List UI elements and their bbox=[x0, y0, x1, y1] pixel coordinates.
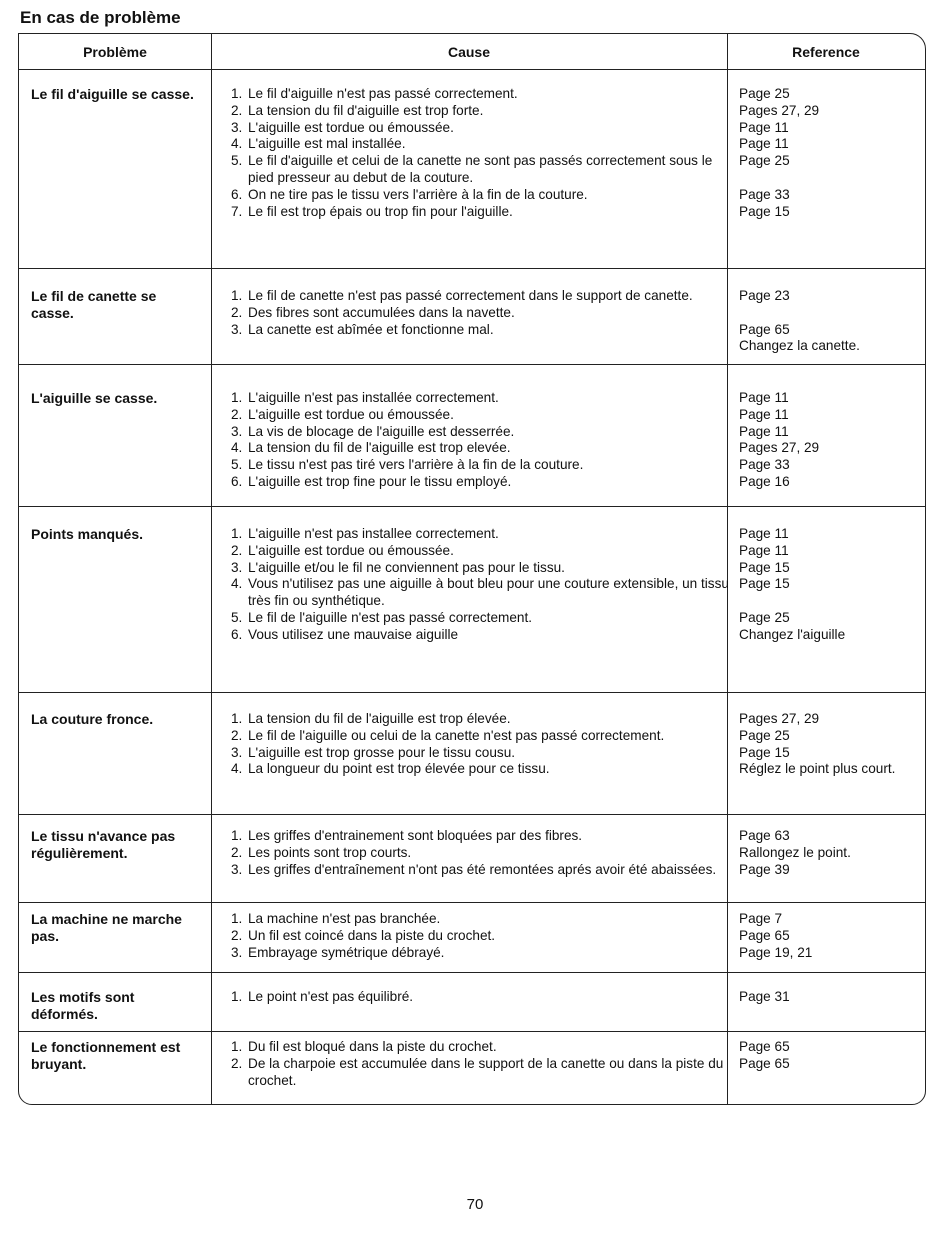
cause-item bbox=[231, 728, 731, 745]
row-divider bbox=[19, 814, 925, 815]
cause-text: L'aiguille est mal installée. bbox=[248, 136, 406, 152]
cause-item bbox=[231, 390, 731, 407]
cause-list bbox=[231, 390, 731, 491]
cause-number: 6. bbox=[231, 626, 243, 642]
row-divider bbox=[19, 506, 925, 507]
cause-item bbox=[231, 761, 731, 778]
cause-text: La longueur du point est trop élevée pour ce tissu. bbox=[248, 761, 550, 777]
cause-number: 1. bbox=[231, 390, 243, 405]
cause-text: La canette est abîmée et fonctionne mal. bbox=[248, 321, 494, 337]
cause-text: L'aiguille n'est pas installée correctement. bbox=[248, 390, 499, 405]
problem-label: Le fonctionnement est bruyant. bbox=[31, 1039, 181, 1072]
cause-item bbox=[231, 103, 731, 120]
reference-item: Page 25 bbox=[739, 86, 790, 101]
cause-item bbox=[231, 989, 731, 1006]
cause-text: Les points sont trop courts. bbox=[248, 844, 412, 860]
header-probleme: Problème bbox=[19, 34, 211, 70]
reference-item: Page 15 bbox=[739, 576, 790, 592]
cause-number: 3. bbox=[231, 559, 243, 575]
reference-list bbox=[739, 288, 924, 355]
cause-list bbox=[231, 911, 731, 961]
cause-number: 1. bbox=[231, 526, 243, 541]
problem-label: Le fil de canette se casse. bbox=[31, 288, 157, 321]
reference-item: Page 65 bbox=[739, 927, 790, 943]
reference-list bbox=[739, 86, 924, 220]
cause-text: Embrayage symétrique débrayé. bbox=[248, 944, 445, 960]
reference-item bbox=[739, 305, 924, 322]
cause-number: 5. bbox=[231, 609, 243, 625]
cause-item bbox=[231, 474, 731, 491]
cause-text: On ne tire pas le tissu vers l'arrière à la fin de la couture. bbox=[248, 186, 588, 202]
reference-item: Changez l'aiguille bbox=[739, 626, 846, 642]
cause-number: 2. bbox=[231, 927, 243, 943]
reference-item: Page 31 bbox=[739, 989, 790, 1004]
cause-number: 2. bbox=[231, 406, 243, 422]
cause-item bbox=[231, 745, 731, 762]
reference-item: Page 33 bbox=[739, 457, 790, 473]
reference-item: Page 16 bbox=[739, 473, 790, 489]
cause-number: 3. bbox=[231, 861, 243, 877]
cause-number: 3. bbox=[231, 321, 243, 337]
cause-text: Des fibres sont accumulées dans la navette. bbox=[248, 304, 515, 320]
cause-text: L'aiguille et/ou le fil ne conviennent pas pour le tissu. bbox=[248, 559, 565, 575]
cause-number: 1. bbox=[231, 989, 243, 1004]
cause-text: Le fil de l'aiguille ou celui de la canette n'est pas passé correctement. bbox=[248, 727, 665, 743]
cause-text: La tension du fil d'aiguille est trop forte. bbox=[248, 102, 484, 118]
cause-number: 2. bbox=[231, 304, 243, 320]
cause-number: 1. bbox=[231, 828, 243, 843]
reference-item: Page 39 bbox=[739, 861, 790, 877]
cause-item bbox=[231, 560, 731, 577]
reference-item: Page 65 bbox=[739, 1039, 790, 1054]
reference-item: Page 11 bbox=[739, 136, 789, 152]
cause-item bbox=[231, 288, 731, 305]
reference-item: Page 11 bbox=[739, 542, 789, 558]
reference-item: Page 15 bbox=[739, 559, 790, 575]
cause-number: 6. bbox=[231, 473, 243, 489]
cause-list bbox=[231, 1039, 731, 1089]
reference-list bbox=[739, 989, 924, 1006]
cause-number: 1. bbox=[231, 288, 243, 303]
cause-number: 4. bbox=[231, 440, 243, 456]
cause-item bbox=[231, 911, 731, 928]
cause-list bbox=[231, 711, 731, 778]
cause-list bbox=[231, 288, 731, 338]
cause-item bbox=[231, 845, 731, 862]
reference-item: Page 11 bbox=[739, 390, 789, 405]
problem-label: Le tissu n'avance pas régulièrement. bbox=[31, 828, 176, 861]
cause-item bbox=[231, 322, 731, 339]
cause-text: L'aiguille est trop fine pour le tissu employé. bbox=[248, 473, 512, 489]
cause-text: Vous n'utilisez pas une aiguille à bout bleu pour une couture extensible, un tissu très fin ou synthétique. bbox=[248, 576, 729, 609]
cause-text: L'aiguille est tordue ou émoussée. bbox=[248, 119, 454, 135]
cause-text: Le fil de l'aiguille n'est pas passé correctement. bbox=[248, 609, 533, 625]
cause-text: La vis de blocage de l'aiguille est desserrée. bbox=[248, 423, 515, 439]
cause-text: Le fil est trop épais ou trop fin pour l'aiguille. bbox=[248, 203, 513, 219]
cause-item bbox=[231, 440, 731, 457]
reference-item: Pages 27, 29 bbox=[739, 711, 820, 726]
cause-number: 1. bbox=[231, 711, 243, 726]
cause-number: 2. bbox=[231, 102, 243, 118]
cause-text: Le point n'est pas équilibré. bbox=[248, 989, 414, 1004]
cause-number: 4. bbox=[231, 136, 243, 152]
reference-item: Page 11 bbox=[739, 406, 789, 422]
cause-text: L'aiguille n'est pas installee correctement. bbox=[248, 526, 499, 541]
cause-text: Le fil d'aiguille et celui de la canette ne sont pas passés correctement sous le pied presseur au debut de la couture. bbox=[248, 153, 713, 185]
reference-item: Page 63 bbox=[739, 828, 790, 843]
cause-list bbox=[231, 86, 731, 220]
page-title: En cas de problème bbox=[20, 8, 181, 27]
column-divider bbox=[211, 34, 212, 1104]
troubleshooting-table bbox=[18, 33, 926, 1105]
cause-text: De la charpoie est accumulée dans le support de la canette ou dans la piste du crochet. bbox=[248, 1055, 724, 1088]
cause-number: 3. bbox=[231, 119, 243, 135]
cause-item bbox=[231, 153, 731, 187]
cause-text: La tension du fil de l'aiguille est trop élevée. bbox=[248, 711, 511, 726]
cause-item bbox=[231, 1056, 731, 1090]
cause-text: L'aiguille est trop grosse pour le tissu cousu. bbox=[248, 744, 516, 760]
cause-list bbox=[231, 989, 731, 1006]
reference-item: Page 33 bbox=[739, 186, 790, 202]
reference-item: Page 65 bbox=[739, 1055, 790, 1071]
cause-item bbox=[231, 120, 731, 137]
reference-item: Réglez le point plus court. bbox=[739, 761, 896, 777]
cause-item bbox=[231, 543, 731, 560]
cause-number: 1. bbox=[231, 1039, 243, 1054]
cause-item bbox=[231, 86, 731, 103]
cause-number: 4. bbox=[231, 761, 243, 777]
problem-label: L'aiguille se casse. bbox=[31, 390, 158, 406]
cause-text: Le tissu n'est pas tiré vers l'arrière à la fin de la couture. bbox=[248, 457, 584, 473]
cause-text: Vous utilisez une mauvaise aiguille bbox=[248, 626, 459, 642]
reference-item: Page 15 bbox=[739, 744, 790, 760]
problem-label: Les motifs sont déformés. bbox=[31, 989, 135, 1022]
problem-label: La machine ne marche pas. bbox=[31, 911, 182, 944]
page-number: 70 bbox=[466, 1196, 484, 1213]
row-divider bbox=[19, 364, 925, 365]
reference-list bbox=[739, 911, 924, 961]
reference-item: Page 19, 21 bbox=[739, 944, 813, 960]
reference-item bbox=[739, 593, 924, 610]
cause-item bbox=[231, 928, 731, 945]
reference-item: Page 11 bbox=[739, 423, 789, 439]
cause-item bbox=[231, 424, 731, 441]
reference-item: Page 7 bbox=[739, 911, 783, 926]
cause-number: 5. bbox=[231, 153, 243, 169]
cause-number: 2. bbox=[231, 1055, 243, 1071]
cause-number: 1. bbox=[231, 86, 243, 101]
row-divider bbox=[19, 692, 925, 693]
cause-item bbox=[231, 526, 731, 543]
cause-list bbox=[231, 526, 731, 644]
cause-number: 4. bbox=[231, 576, 243, 592]
cause-number: 2. bbox=[231, 844, 243, 860]
header-cause: Cause bbox=[211, 34, 727, 70]
reference-list bbox=[739, 711, 924, 778]
cause-text: L'aiguille est tordue ou émoussée. bbox=[248, 406, 454, 422]
row-divider bbox=[19, 268, 925, 269]
cause-number: 3. bbox=[231, 944, 243, 960]
cause-item bbox=[231, 187, 731, 204]
reference-item: Page 25 bbox=[739, 727, 790, 743]
cause-number: 6. bbox=[231, 186, 243, 202]
cause-number: 2. bbox=[231, 727, 243, 743]
row-divider bbox=[19, 972, 925, 973]
cause-item bbox=[231, 711, 731, 728]
row-divider bbox=[19, 1031, 925, 1032]
reference-item: Pages 27, 29 bbox=[739, 440, 820, 456]
reference-item: Page 25 bbox=[739, 153, 790, 169]
cause-text: La machine n'est pas branchée. bbox=[248, 911, 441, 926]
reference-item: Page 11 bbox=[739, 119, 789, 135]
problem-label: Le fil d'aiguille se casse. bbox=[31, 86, 194, 102]
reference-item: Pages 27, 29 bbox=[739, 102, 820, 118]
cause-item bbox=[231, 610, 731, 627]
reference-item: Page 65 bbox=[739, 321, 790, 337]
cause-item bbox=[231, 828, 731, 845]
cause-text: Un fil est coincé dans la piste du crochet. bbox=[248, 927, 496, 943]
cause-item bbox=[231, 1039, 731, 1056]
cause-item bbox=[231, 576, 731, 610]
reference-list bbox=[739, 526, 924, 644]
cause-number: 3. bbox=[231, 744, 243, 760]
cause-item bbox=[231, 627, 731, 644]
cause-number: 2. bbox=[231, 542, 243, 558]
cause-text: Le fil de canette n'est pas passé correctement dans le support de canette. bbox=[248, 288, 693, 303]
cause-text: Les griffes d'entrainement sont bloquées par des fibres. bbox=[248, 828, 583, 843]
reference-item: Page 15 bbox=[739, 203, 790, 219]
cause-number: 3. bbox=[231, 423, 243, 439]
cause-number: 5. bbox=[231, 457, 243, 473]
cause-item bbox=[231, 204, 731, 221]
cause-text: Les griffes d'entraînement n'ont pas été remontées aprés avoir été abaissées. bbox=[248, 861, 717, 877]
reference-list bbox=[739, 828, 924, 878]
row-divider bbox=[19, 902, 925, 903]
reference-list bbox=[739, 1039, 924, 1073]
cause-item bbox=[231, 862, 731, 879]
cause-number: 1. bbox=[231, 911, 243, 926]
reference-item bbox=[739, 170, 924, 187]
reference-item: Page 11 bbox=[739, 526, 789, 541]
problem-label: La couture fronce. bbox=[31, 711, 154, 727]
cause-item bbox=[231, 136, 731, 153]
header-reference: Reference bbox=[727, 34, 925, 70]
cause-list bbox=[231, 828, 731, 878]
cause-text: La tension du fil de l'aiguille est trop elevée. bbox=[248, 440, 511, 456]
reference-list bbox=[739, 390, 924, 491]
cause-item bbox=[231, 305, 731, 322]
cause-text: Du fil est bloqué dans la piste du crochet. bbox=[248, 1039, 497, 1054]
cause-item bbox=[231, 407, 731, 424]
problem-label: Points manqués. bbox=[31, 526, 144, 542]
cause-text: Le fil d'aiguille n'est pas passé correctement. bbox=[248, 86, 518, 101]
reference-item: Page 25 bbox=[739, 609, 790, 625]
reference-item: Rallongez le point. bbox=[739, 844, 851, 860]
cause-number: 7. bbox=[231, 203, 243, 219]
cause-text: L'aiguille est tordue ou émoussée. bbox=[248, 542, 454, 558]
cause-item bbox=[231, 945, 731, 962]
reference-item: Page 23 bbox=[739, 288, 790, 303]
reference-item: Changez la canette. bbox=[739, 338, 860, 354]
cause-item bbox=[231, 457, 731, 474]
